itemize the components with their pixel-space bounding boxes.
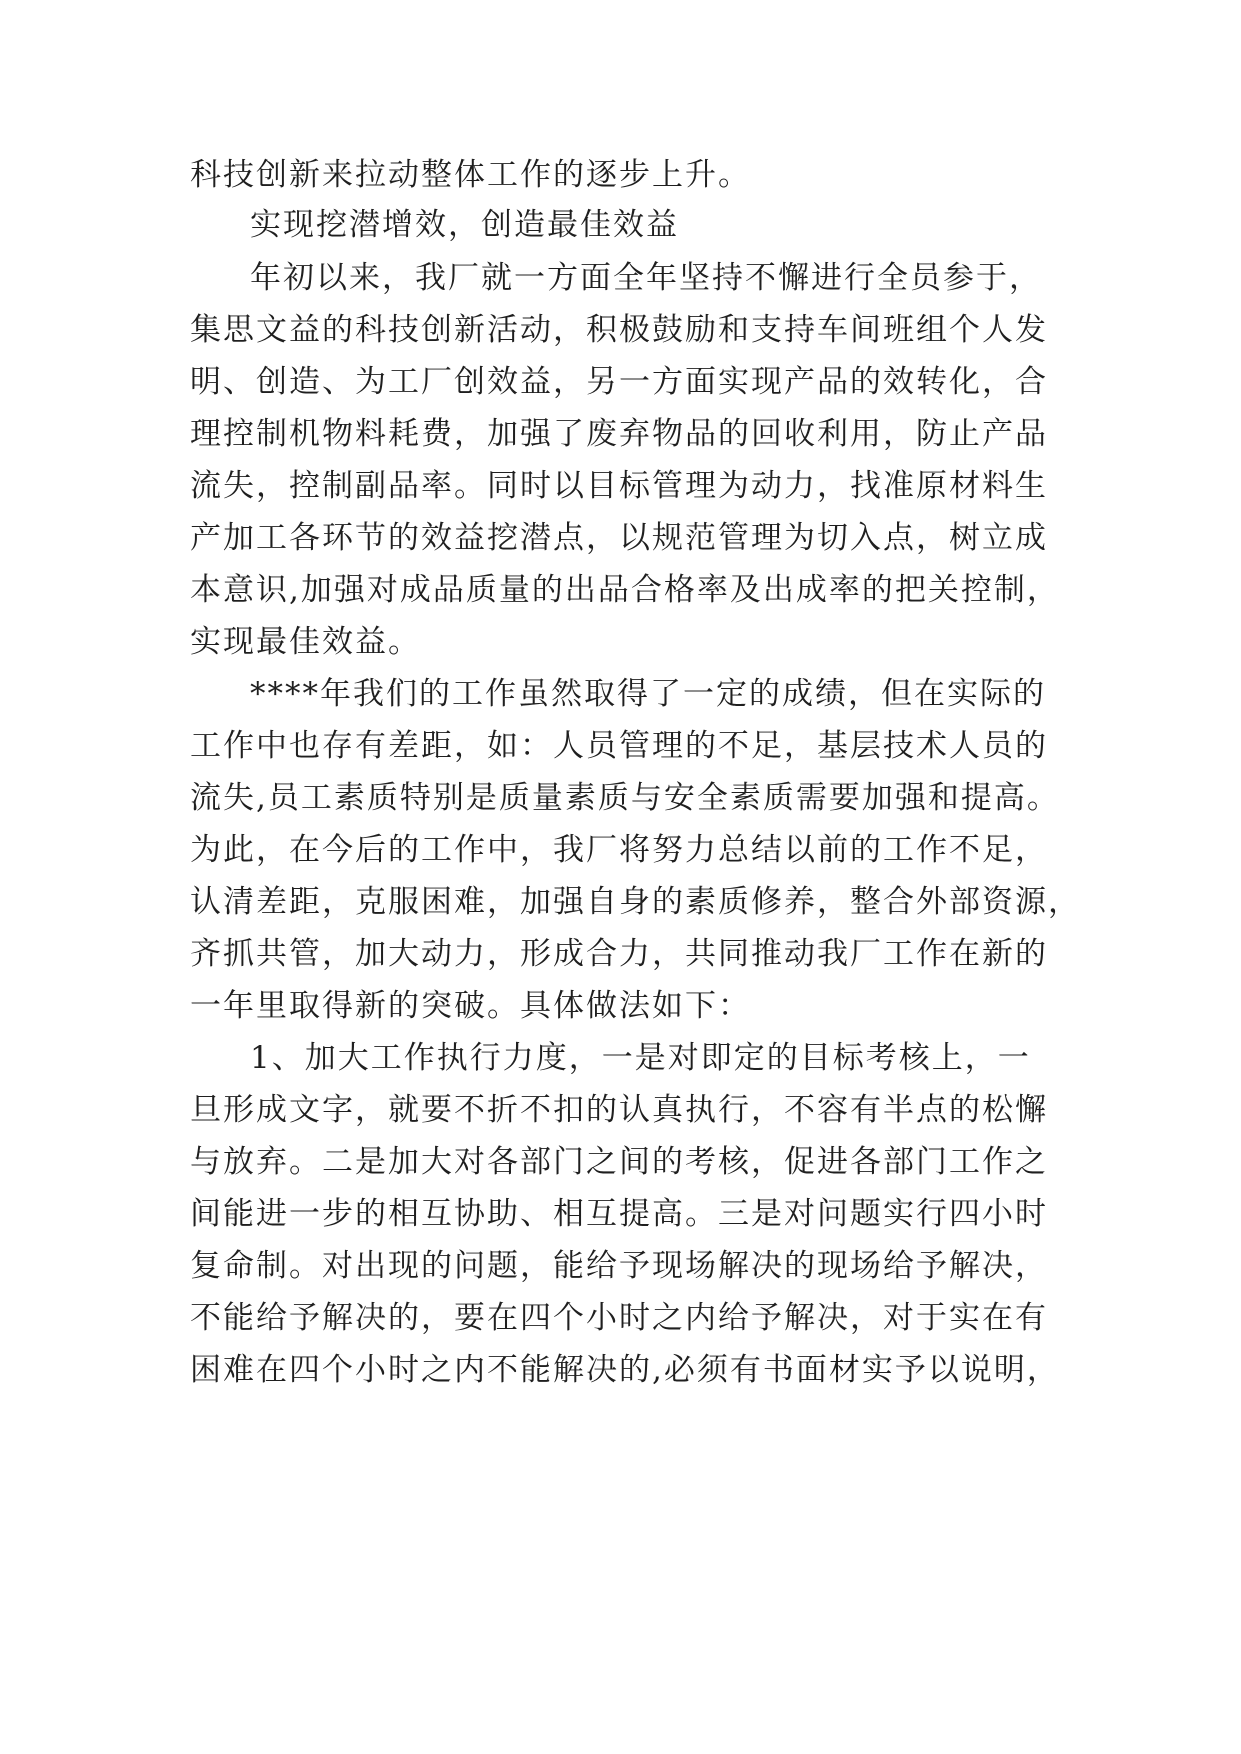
text-line-12: 工作中也存有差距，如：人员管理的不足，基层技术人员的	[190, 728, 1048, 764]
text-line-18: 1、加大工作执行力度，一是对即定的目标考核上，一	[250, 1040, 1031, 1076]
text-line-20: 与放弃。二是加大对各部门之间的考核，促进各部门工作之	[190, 1144, 1048, 1180]
text-line-8: 产加工各环节的效益挖潜点，以规范管理为切入点，树立成	[190, 520, 1048, 556]
text-line-7: 流失，控制副品率。同时以目标管理为动力，找准原材料生	[190, 468, 1048, 504]
text-line-6: 理控制机物料耗费，加强了废弃物品的回收利用，防止产品	[190, 416, 1048, 452]
text-line-9: 本意识,加强对成品质量的出品合格率及出成率的把关控制，	[190, 572, 1060, 608]
text-line-15: 认清差距，克服困难，加强自身的素质修养，整合外部资源，	[190, 884, 1081, 920]
text-line-3: 年初以来，我厂就一方面全年坚持不懈进行全员参于，	[250, 260, 1042, 296]
text-line-22: 复命制。对出现的问题，能给予现场解决的现场给予解决，	[190, 1248, 1048, 1284]
text-line-16: 齐抓共管，加大动力，形成合力，共同推动我厂工作在新的	[190, 936, 1048, 972]
text-line-11: ****年我们的工作虽然取得了一定的成绩，但在实际的	[250, 676, 1046, 712]
text-line-21: 间能进一步的相互协助、相互提高。三是对问题实行四小时	[190, 1196, 1048, 1232]
text-line-23: 不能给予解决的，要在四个小时之内给予解决，对于实在有	[190, 1300, 1048, 1336]
text-line-19: 旦形成文字，就要不折不扣的认真执行，不容有半点的松懈	[190, 1092, 1048, 1128]
text-line-4: 集思文益的科技创新活动，积极鼓励和支持车间班组个人发	[190, 312, 1048, 348]
text-line-1: 科技创新来拉动整体工作的逐步上升。	[190, 157, 751, 193]
text-line-24: 困难在四个小时之内不能解决的,必须有书面材实予以说明，	[190, 1352, 1060, 1388]
text-line-17: 一年里取得新的突破。具体做法如下：	[190, 988, 751, 1024]
text-line-14: 为此，在今后的工作中，我厂将努力总结以前的工作不足，	[190, 832, 1048, 868]
section-heading: 实现挖潜增效，创造最佳效益	[250, 207, 679, 243]
text-line-5: 明、创造、为工厂创效益，另一方面实现产品的效转化，合	[190, 364, 1048, 400]
text-line-13: 流失,员工素质特别是质量素质与安全素质需要加强和提高。	[190, 780, 1060, 816]
text-line-10: 实现最佳效益。	[190, 624, 421, 660]
